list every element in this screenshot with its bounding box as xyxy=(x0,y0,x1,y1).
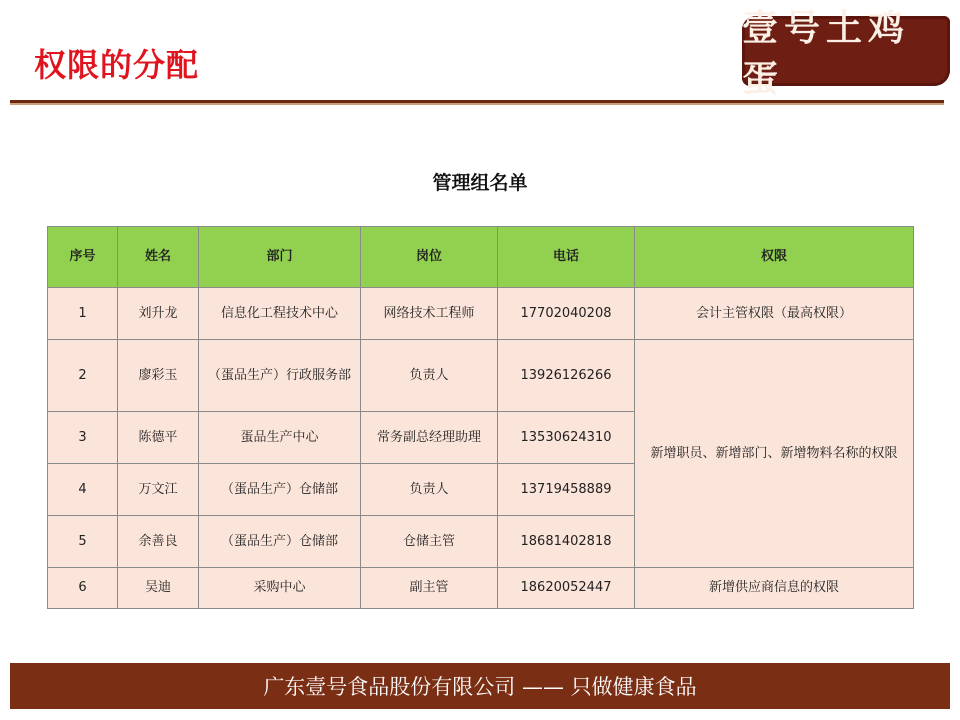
cell-position: 负责人 xyxy=(361,464,498,516)
cell-dept: 蛋品生产中心 xyxy=(199,412,361,464)
brand-logo-text: 壹号土鸡蛋 xyxy=(742,8,911,100)
cell-position: 常务副总经理助理 xyxy=(361,412,498,464)
cell-dept: 采购中心 xyxy=(199,568,361,609)
table-title: 管理组名单 xyxy=(432,172,528,194)
cell-no: 5 xyxy=(48,516,118,568)
cell-permission: 会计主管权限（最高权限） xyxy=(635,288,914,340)
footer-bar xyxy=(10,663,950,709)
header-dept: 部门 xyxy=(199,227,361,288)
cell-name: 廖彩玉 xyxy=(118,340,199,412)
cell-position: 网络技术工程师 xyxy=(361,288,498,340)
cell-name: 万文江 xyxy=(118,464,199,516)
cell-dept: （蛋品生产）行政服务部 xyxy=(199,340,361,412)
cell-position: 副主管 xyxy=(361,568,498,609)
brand-logo xyxy=(742,8,950,100)
cell-phone: 18681402818 xyxy=(498,516,635,568)
cell-name: 刘升龙 xyxy=(118,288,199,340)
header-position: 岗位 xyxy=(361,227,498,288)
cell-no: 3 xyxy=(48,412,118,464)
table-row xyxy=(48,340,914,412)
cell-phone: 13926126266 xyxy=(498,340,635,412)
cell-dept: （蛋品生产）仓储部 xyxy=(199,464,361,516)
cell-no: 1 xyxy=(48,288,118,340)
header-no: 序号 xyxy=(48,227,118,288)
cell-no: 4 xyxy=(48,464,118,516)
cell-phone: 13530624310 xyxy=(498,412,635,464)
table-row xyxy=(48,568,914,609)
cell-dept: （蛋品生产）仓储部 xyxy=(199,516,361,568)
footer-slogan: 广东壹号食品股份有限公司 —— 只做健康食品 xyxy=(263,675,697,699)
cell-permission: 新增供应商信息的权限 xyxy=(635,568,914,609)
cell-position: 负责人 xyxy=(361,340,498,412)
cell-name: 陈德平 xyxy=(118,412,199,464)
header-phone: 电话 xyxy=(498,227,635,288)
table-row xyxy=(48,288,914,340)
cell-name: 余善良 xyxy=(118,516,199,568)
cell-permission-merged: 新增职员、新增部门、新增物料名称的权限 xyxy=(635,340,914,568)
cell-no: 6 xyxy=(48,568,118,609)
header-divider xyxy=(10,100,944,105)
cell-position: 仓储主管 xyxy=(361,516,498,568)
cell-name: 吴迪 xyxy=(118,568,199,609)
header-permission: 权限 xyxy=(635,227,914,288)
cell-phone: 18620052447 xyxy=(498,568,635,609)
cell-no: 2 xyxy=(48,340,118,412)
table-header-row xyxy=(48,227,914,288)
page-title: 权限的分配 xyxy=(34,46,200,84)
cell-dept: 信息化工程技术中心 xyxy=(199,288,361,340)
cell-phone: 17702040208 xyxy=(498,288,635,340)
header-name: 姓名 xyxy=(118,227,199,288)
cell-phone: 13719458889 xyxy=(498,464,635,516)
management-group-table xyxy=(47,226,914,609)
